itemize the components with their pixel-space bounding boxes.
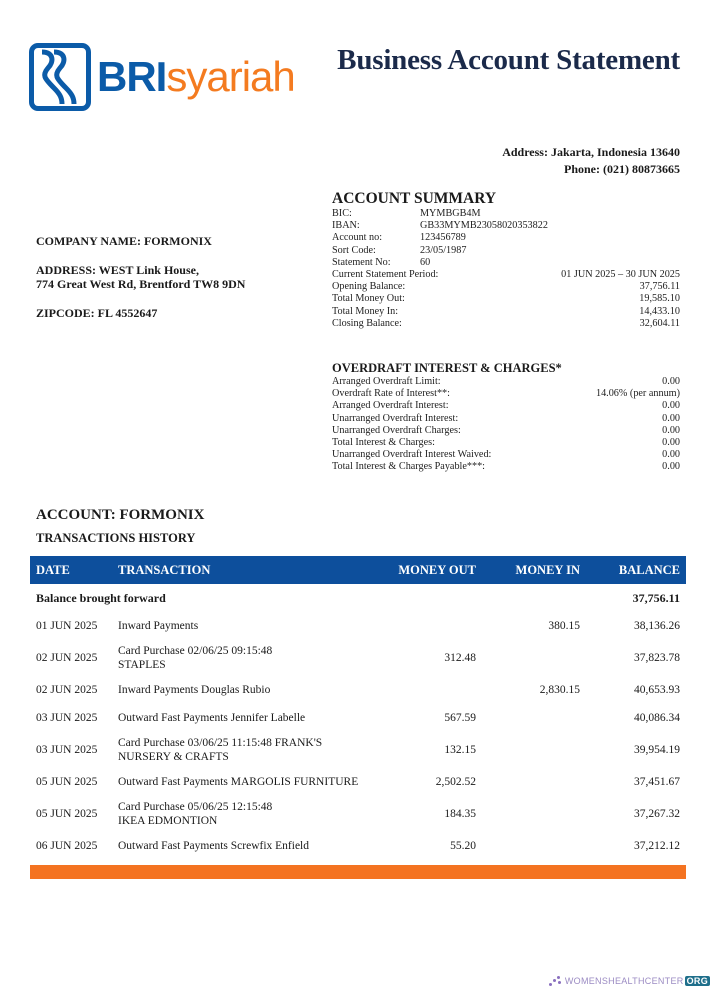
- overdraft-row: [332, 413, 680, 425]
- row-transaction-line1: Card Purchase 03/06/25 11:15:48 FRANK'S: [118, 737, 323, 749]
- summary-value: 01 JUN 2025 – 30 JUN 2025: [561, 269, 680, 281]
- row-money-out: 567.59: [444, 712, 476, 724]
- table-row: [30, 612, 686, 640]
- row-date: 02 JUN 2025: [36, 684, 98, 696]
- row-money-out: 132.15: [444, 744, 476, 756]
- overdraft-label: Unarranged Overdraft Interest:: [332, 412, 459, 424]
- summary-label: BIC:: [332, 208, 352, 219]
- overdraft-label: Arranged Overdraft Limit:: [332, 376, 441, 387]
- brought-forward-balance: 37,756.11: [632, 591, 680, 605]
- table-row: [30, 676, 686, 704]
- row-transaction: [118, 619, 198, 633]
- summary-label: Current Statement Period:: [332, 269, 439, 281]
- account-summary-heading: ACCOUNT SUMMARY: [332, 190, 497, 207]
- overdraft-label: Arranged Overdraft Interest:: [332, 400, 449, 412]
- row-transaction: [118, 644, 272, 672]
- summary-label: Total Money In:: [332, 305, 399, 317]
- transactions-table: [30, 556, 686, 879]
- row-transaction: [118, 775, 358, 789]
- summary-value: 32,604.11: [639, 317, 680, 329]
- overdraft-row: [332, 425, 680, 437]
- summary-label: Opening Balance:: [332, 281, 406, 293]
- table-row: [30, 768, 686, 796]
- overdraft-heading: OVERDRAFT INTEREST & CHARGES*: [332, 361, 562, 375]
- row-date: 03 JUN 2025: [36, 744, 98, 756]
- table-row: [30, 704, 686, 732]
- brought-forward-label: Balance brought forward: [36, 591, 166, 605]
- company-info: [36, 234, 245, 335]
- row-balance: 38,136.26: [634, 620, 680, 632]
- row-date: 05 JUN 2025: [36, 808, 98, 820]
- row-date: 03 JUN 2025: [36, 712, 98, 724]
- summary-row-period: [332, 269, 680, 281]
- summary-label: IBAN:: [332, 220, 360, 232]
- logo-bri: BRI: [97, 53, 167, 100]
- account-title: ACCOUNT: FORMONIX: [36, 507, 205, 523]
- row-money-out: 2,502.52: [435, 776, 476, 788]
- row-date: 02 JUN 2025: [36, 652, 98, 664]
- overdraft-row: [332, 400, 680, 412]
- row-balance: 37,267.32: [634, 808, 680, 820]
- row-money-in: 380.15: [548, 620, 580, 632]
- summary-row-statement-no: [332, 257, 680, 269]
- row-transaction-line1: Outward Fast Payments Screwfix Enfield: [118, 840, 309, 852]
- transactions-history-title: TRANSACTIONS HISTORY: [36, 531, 196, 545]
- summary-row-closing-balance: [332, 318, 680, 330]
- row-balance: 39,954.19: [634, 744, 680, 756]
- row-balance: 37,212.12: [634, 840, 680, 852]
- overdraft-row: [332, 376, 680, 388]
- row-transaction: [118, 711, 305, 725]
- summary-label: Sort Code:: [332, 244, 376, 256]
- row-money-out: 55.20: [450, 840, 476, 852]
- page-title: Business Account Statement: [337, 44, 680, 76]
- table-row: [30, 640, 686, 676]
- balance-brought-forward-row: [30, 584, 686, 612]
- row-date: 06 JUN 2025: [36, 840, 98, 852]
- table-row: [30, 832, 686, 860]
- overdraft-value: 0.00: [662, 412, 680, 424]
- watermark-dots-icon: [548, 976, 562, 986]
- watermark-text: WOMENSHEALTHCENTER: [564, 976, 684, 986]
- row-transaction-line2: STAPLES: [118, 659, 166, 671]
- overdraft-value: 0.00: [662, 376, 680, 387]
- overdraft-label: Total Interest & Charges:: [332, 437, 435, 449]
- summary-value: 19,585.10: [639, 293, 680, 305]
- bank-logo: [29, 43, 295, 111]
- overdraft-row: [332, 388, 680, 400]
- row-transaction-line1: Card Purchase 05/06/25 12:15:48: [118, 801, 273, 813]
- column-header-transaction: TRANSACTION: [118, 563, 211, 577]
- company-zipcode: ZIPCODE: FL 4552647: [36, 306, 158, 320]
- row-balance: 37,823.78: [634, 652, 680, 664]
- row-date: 05 JUN 2025: [36, 776, 98, 788]
- column-header-money-out: MONEY OUT: [398, 563, 476, 577]
- company-address-line1: ADDRESS: WEST Link House,: [36, 263, 199, 277]
- table-row: [30, 732, 686, 768]
- company-name: COMPANY NAME: FORMONIX: [36, 234, 212, 248]
- row-transaction: [118, 839, 309, 853]
- row-transaction: [118, 683, 270, 697]
- summary-row-money-in: [332, 306, 680, 318]
- row-money-out: 184.35: [444, 808, 476, 820]
- overdraft-section: [332, 361, 680, 474]
- row-balance: 40,086.34: [634, 712, 680, 724]
- watermark: [548, 976, 710, 986]
- table-row: [30, 796, 686, 832]
- summary-value: 60: [420, 256, 431, 268]
- overdraft-value: 0.00: [662, 424, 680, 436]
- summary-value: GB33MYMB23058020353822: [420, 220, 548, 232]
- row-transaction-line1: Outward Fast Payments Jennifer Labelle: [118, 712, 306, 724]
- row-transaction-line1: Inward Payments: [118, 620, 199, 632]
- summary-label: Account no:: [332, 232, 383, 244]
- row-money-out: 312.48: [444, 652, 476, 664]
- summary-row-account-no: [332, 232, 680, 244]
- overdraft-label: Overdraft Rate of Interest**:: [332, 388, 450, 400]
- column-header-balance: BALANCE: [618, 563, 680, 577]
- overdraft-label: Total Interest & Charges Payable***:: [332, 461, 486, 473]
- logo-wordmark: [97, 53, 295, 100]
- summary-label: Statement No:: [332, 256, 391, 268]
- row-date: 01 JUN 2025: [36, 620, 98, 632]
- overdraft-value: 0.00: [662, 449, 680, 461]
- summary-row-sort-code: [332, 245, 680, 257]
- overdraft-row: [332, 461, 680, 473]
- row-transaction-line1: Card Purchase 02/06/25 09:15:48: [118, 645, 273, 657]
- row-transaction: [118, 800, 272, 828]
- table-footer-bar: [30, 865, 686, 879]
- row-transaction-line1: Outward Fast Payments MARGOLIS FURNITURE: [118, 776, 359, 788]
- summary-row-iban: [332, 220, 680, 232]
- summary-value: MYMBGB4M: [420, 208, 481, 219]
- row-transaction: [118, 736, 322, 764]
- bank-phone: Phone: (021) 80873665: [564, 162, 680, 176]
- watermark-tld: ORG: [686, 976, 708, 986]
- row-transaction-line1: Inward Payments Douglas Rubio: [118, 684, 271, 696]
- overdraft-value: 0.00: [662, 461, 680, 473]
- bri-logo-icon: [29, 43, 91, 111]
- summary-value: 37,756.11: [639, 281, 680, 293]
- table-header: [30, 556, 686, 584]
- column-header-date: DATE: [36, 563, 70, 577]
- overdraft-label: Unarranged Overdraft Charges:: [332, 424, 461, 436]
- summary-row-money-out: [332, 293, 680, 305]
- overdraft-row: [332, 449, 680, 461]
- row-balance: 40,653.93: [634, 684, 680, 696]
- overdraft-value: 0.00: [662, 437, 680, 449]
- column-header-money-in: MONEY IN: [515, 563, 580, 577]
- summary-row-bic: [332, 208, 680, 220]
- summary-value: 23/05/1987: [420, 244, 467, 256]
- summary-label: Total Money Out:: [332, 293, 405, 305]
- row-money-in: 2,830.15: [539, 684, 580, 696]
- bank-contact: [502, 144, 680, 178]
- overdraft-label: Unarranged Overdraft Interest Waived:: [332, 449, 492, 461]
- summary-label: Closing Balance:: [332, 317, 402, 329]
- row-transaction-line2: IKEA EDMONTION: [118, 815, 218, 827]
- summary-value: 14,433.10: [639, 305, 680, 317]
- overdraft-value: 14.06% (per annum): [595, 388, 680, 400]
- row-transaction-line2: NURSERY & CRAFTS: [118, 751, 229, 763]
- overdraft-row: [332, 437, 680, 449]
- summary-value: 123456789: [420, 232, 466, 244]
- logo-syariah: syariah: [166, 53, 295, 100]
- company-address: [36, 263, 245, 291]
- account-summary: [332, 190, 680, 330]
- summary-row-opening-balance: [332, 281, 680, 293]
- overdraft-value: 0.00: [662, 400, 680, 412]
- row-balance: 37,451.67: [634, 776, 680, 788]
- company-address-line2: 774 Great West Rd, Brentford TW8 9DN: [36, 277, 246, 291]
- bank-address: Address: Jakarta, Indonesia 13640: [502, 145, 680, 159]
